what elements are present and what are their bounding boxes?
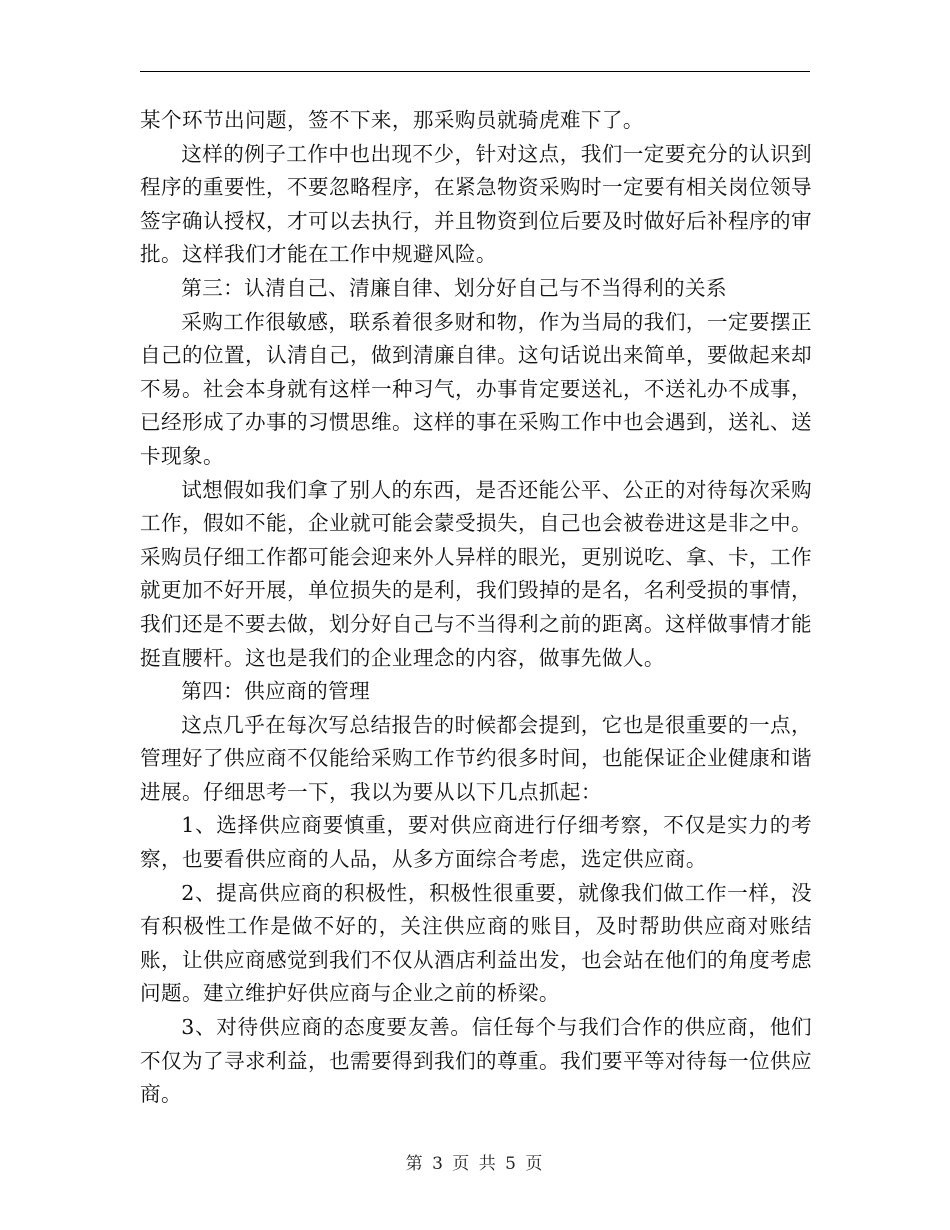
page-number-footer: 第 3 页 共 5 页 bbox=[405, 1154, 545, 1174]
section-heading-3: 第三：认清自己、清廉自律、划分好自己与不当得利的关系 bbox=[181, 275, 728, 300]
paragraph-4: 采购工作很敏感，联系着很多财和物，作为当局的我们，一定要摆正自己的位置，认清自己，做到清廉自律。这句话说出来简单，要做起来却不易。社会本身就有这样一种习气，办事肯定要送礼，不送礼办不成事，已经形成了办事的习惯思维。这样的事在采购工作中也会遇到，送礼、送卡现象。 bbox=[140, 309, 812, 468]
paragraph-7: 这点几乎在每次写总结报告的时候都会提到，它也是很重要的一点，管理好了供应商不仅能给采购工作节约很多时间，也能保证企业健康和谐进展。仔细思考一下，我以为要从以下几点抓起： bbox=[140, 712, 812, 804]
list-item-3: 3、对待供应商的态度要友善。信任每个与我们合作的供应商，他们不仅为了寻求利益，也需要得到我们的尊重。我们要平等对待每一位供应商。 bbox=[140, 1015, 812, 1107]
list-item-2: 2、提高供应商的积极性，积极性很重要，就像我们做工作一样，没有积极性工作是做不好的，关注供应商的账目，及时帮助供应商对账结账，让供应商感觉到我们不仅从酒店利益出发，也会站在他们的角度考虑问题。建立维护好供应商与企业之前的桥梁。 bbox=[140, 880, 812, 1006]
document-body bbox=[140, 104, 812, 1112]
paragraph-1: 某个环节出问题，签不下来，那采购员就骑虎难下了。 bbox=[140, 108, 644, 132]
list-item-1: 1、选择供应商要慎重，要对供应商进行仔细考察，不仅是实力的考察，也要看供应商的人品，从多方面综合考虑，选定供应商。 bbox=[140, 813, 812, 872]
section-heading-4: 第四：供应商的管理 bbox=[181, 679, 371, 704]
paragraph-5: 试想假如我们拿了别人的东西，是否还能公平、公正的对待每次采购工作，假如不能，企业就可能会蒙受损失，自己也会被卷进这是非之中。采购员仔细工作都可能会迎来外人异样的眼光，更别说吃、拿、卡，工作就更加不好开展，单位损失的是利，我们毁掉的是名，名利受损的事情，我们还是不要去做，划分好自己与不当得利之前的距离。这样做事情才能挺直腰杆。这也是我们的企业理念的内容，做事先做人。 bbox=[140, 477, 812, 670]
paragraph-2: 这样的例子工作中也出现不少，针对这点，我们一定要充分的认识到程序的重要性，不要忽略程序，在紧急物资采购时一定要有相关岗位领导签字确认授权，才可以去执行，并且物资到位后要及时做好后补程序的审批。这样我们才能在工作中规避风险。 bbox=[140, 141, 812, 267]
header-rule bbox=[140, 71, 810, 72]
